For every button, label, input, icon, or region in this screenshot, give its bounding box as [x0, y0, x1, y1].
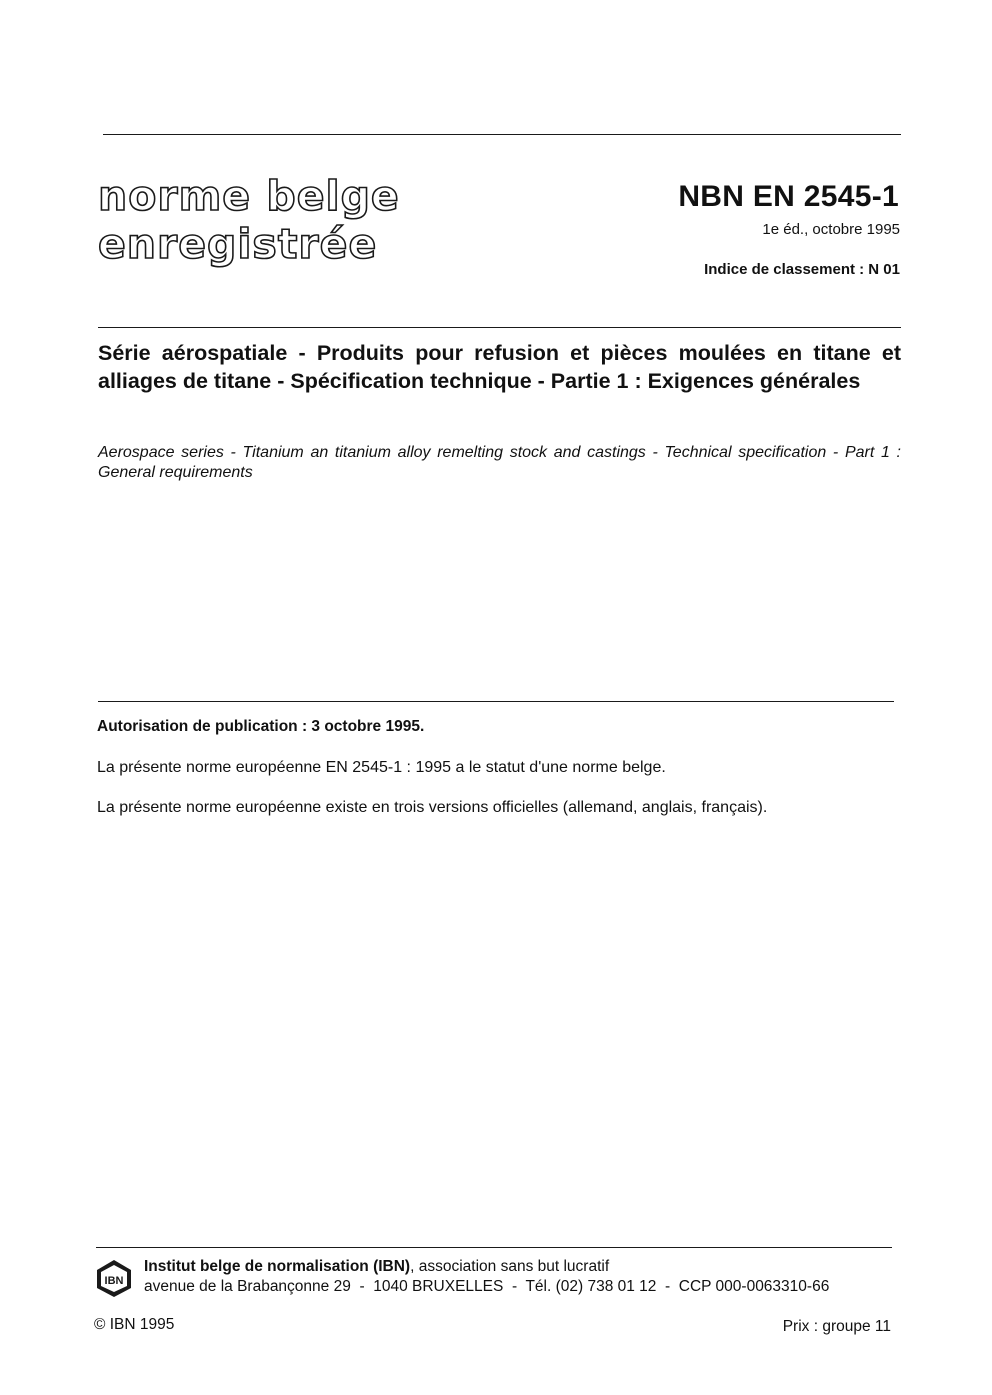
copyright: © IBN 1995	[94, 1316, 175, 1333]
edition-date: 1e éd., octobre 1995	[762, 221, 900, 238]
price-group: Prix : groupe 11	[782, 1318, 891, 1335]
english-title: Aerospace series - Titanium an titanium alloy remelting stock and castings - Technical specification - Part 1 : General requirements	[98, 444, 901, 481]
ibn-logo-icon	[94, 1258, 134, 1298]
institute-info	[144, 1257, 829, 1297]
ibn-logo-text: IBN	[104, 1275, 124, 1287]
brand-line-1: norme belge	[98, 172, 400, 220]
versions-statement: La présente norme européenne existe en trois versions officielles (allemand, anglais, français).	[97, 799, 768, 816]
classification-index: Indice de classement : N 01	[704, 261, 900, 278]
institute-name: Institut belge de normalisation (IBN)	[144, 1258, 411, 1275]
status-statement: La présente norme européenne EN 2545-1 : 1995 a le statut d'une norme belge.	[97, 759, 666, 776]
publication-authorization: Autorisation de publication : 3 octobre 1995.	[97, 718, 425, 735]
titles-rule	[98, 327, 901, 328]
french-title: Série aérospatiale - Produits pour refusion et pièces moulées en titane et alliages de titane - Spécification technique - Partie 1 : Exigences générales	[98, 341, 901, 393]
publication-rule	[98, 701, 894, 702]
institute-address: avenue de la Brabançonne 29 - 1040 BRUXELLES - Tél. (02) 738 01 12 - CCP 000-0063310-66	[144, 1278, 830, 1295]
institute-type: , association sans but lucratif	[410, 1258, 610, 1275]
footer-rule	[96, 1247, 892, 1248]
brand-line-2: enregistrée	[98, 220, 378, 268]
top-rule	[103, 134, 901, 135]
standard-number: NBN EN 2545-1	[678, 180, 899, 213]
